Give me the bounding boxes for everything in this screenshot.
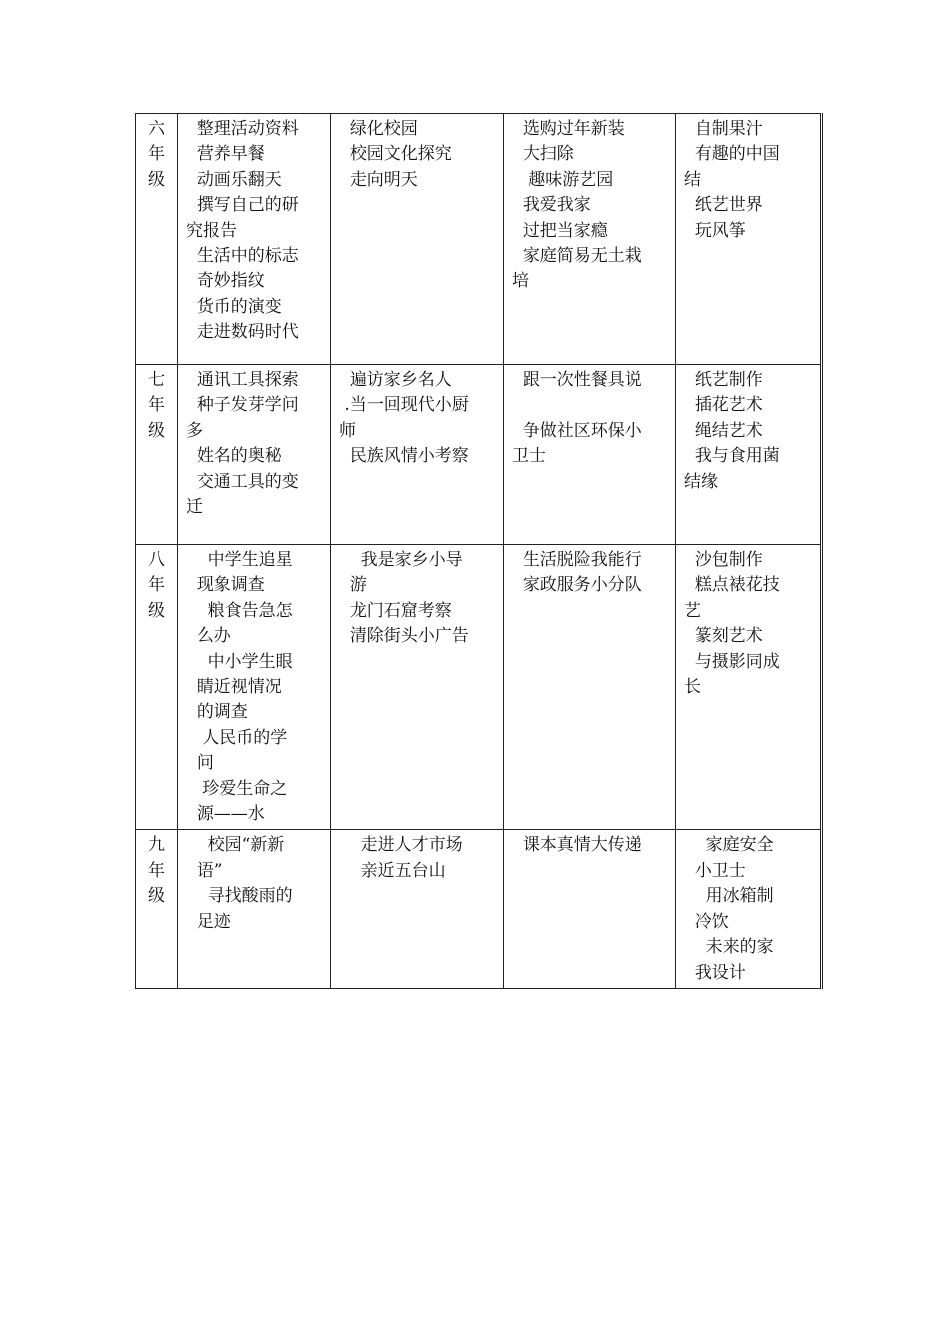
activity-cell	[504, 365, 676, 545]
cell-line: 货币的演变	[186, 296, 282, 317]
cell-line: 中小学生眼	[186, 651, 293, 672]
cell-line: 大扫除	[512, 144, 574, 165]
table-row	[136, 545, 822, 830]
cell-line: 家庭安全	[684, 835, 774, 856]
grade-char: 年	[148, 144, 165, 165]
table-body	[136, 114, 822, 989]
cell-line: 问	[186, 753, 214, 774]
cell-line: 动画乐翻天	[186, 169, 282, 190]
cell-line: 走进数码时代	[186, 322, 299, 343]
cell-line: 走向明天	[339, 169, 418, 190]
cell-line: 睛近视情况	[186, 677, 282, 698]
cell-line: 现象调查	[186, 575, 265, 596]
grade-char: 年	[148, 860, 165, 881]
cell-line: 校园“新新	[186, 835, 285, 856]
cell-line: 玩风筝	[684, 220, 746, 241]
grade-char: 年	[148, 575, 165, 596]
activity-cell	[504, 114, 676, 365]
cell-line: 趣味游艺园	[512, 169, 614, 190]
cell-line: 与摄影同成	[684, 651, 780, 672]
activity-cell	[331, 830, 504, 988]
cell-line: 篆刻艺术	[684, 626, 763, 647]
grade-cell	[136, 114, 178, 365]
cell-line: 未来的家	[684, 937, 774, 958]
cell-line: 课本真情大传递	[512, 835, 642, 856]
activity-cell	[676, 545, 822, 830]
grade-char: 级	[148, 169, 165, 190]
cell-line: 清除街头小广告	[339, 626, 469, 647]
grade-cell	[136, 365, 178, 545]
cell-line: 我是家乡小导	[339, 550, 463, 570]
cell-line: 交通工具的变	[186, 471, 299, 492]
cell-line: 糕点裱花技	[684, 575, 780, 596]
grade-char: 级	[148, 420, 165, 441]
cell-line: 粮食告急怎	[186, 600, 293, 621]
activity-cell	[178, 114, 331, 365]
activity-cell	[676, 830, 822, 988]
activity-cell	[178, 365, 331, 545]
activity-cell	[331, 365, 504, 545]
grade-char: 级	[148, 600, 165, 621]
activity-cell	[178, 545, 331, 830]
grade-cell	[136, 545, 178, 830]
cell-line: 卫士	[512, 446, 546, 467]
cell-line: 生活脱险我能行	[512, 550, 642, 570]
activity-cell	[178, 830, 331, 988]
activity-cell	[331, 545, 504, 830]
cell-line: 种子发芽学问	[186, 395, 299, 416]
cell-line: 珍爱生命之	[186, 778, 288, 799]
activity-cell	[676, 114, 822, 365]
cell-line	[512, 393, 669, 418]
activity-cell	[504, 545, 676, 830]
cell-line: 争做社区环保小	[512, 420, 642, 441]
grade-char: 六	[148, 119, 165, 139]
cell-line: 走进人才市场	[339, 835, 463, 856]
cell-line: 冷饮	[684, 911, 729, 932]
cell-line: 沙包制作	[684, 550, 763, 570]
cell-line: 人民币的学	[186, 727, 288, 748]
cell-line: 绿化校园	[339, 119, 418, 139]
cell-line: 生活中的标志	[186, 246, 299, 267]
cell-line: 营养早餐	[186, 144, 265, 165]
grade-char: 九	[148, 835, 165, 856]
activity-table	[135, 113, 823, 989]
cell-line: 跟一次性餐具说	[512, 370, 642, 390]
cell-line: 师	[339, 420, 356, 441]
cell-line: 家政服务小分队	[512, 575, 642, 596]
activity-cell	[331, 114, 504, 365]
grade-cell	[136, 830, 178, 988]
cell-line: 艺	[684, 600, 701, 621]
cell-line: 的调查	[186, 702, 248, 723]
cell-line: 究报告	[186, 220, 237, 241]
cell-line: 插花艺术	[684, 395, 763, 416]
cell-line: 小卫士	[684, 860, 746, 881]
cell-line: 遍访家乡名人	[339, 370, 452, 390]
cell-line: 结缘	[684, 471, 718, 492]
cell-line: 自制果汁	[684, 119, 763, 139]
cell-line: 结	[684, 169, 701, 190]
cell-line: 过把当家瘾	[512, 220, 608, 241]
table-row	[136, 365, 822, 545]
cell-line: 通讯工具探索	[186, 370, 299, 390]
cell-line: 选购过年新装	[512, 119, 625, 139]
cell-line: 用冰箱制	[684, 886, 774, 907]
cell-line: 我爱我家	[512, 195, 591, 216]
cell-line: 我设计	[684, 962, 746, 983]
cell-line: 么办	[186, 626, 231, 647]
cell-line: 源——水	[186, 804, 265, 825]
grade-char: 八	[148, 550, 165, 570]
cell-line: 撰写自己的研	[186, 195, 299, 216]
cell-line: 纸艺制作	[684, 370, 763, 390]
cell-line: 我与食用菌	[684, 446, 780, 467]
table-row	[136, 830, 822, 988]
cell-line: 游	[339, 575, 367, 596]
cell-line: 语”	[186, 860, 223, 881]
cell-line: 多	[186, 420, 203, 441]
table-row	[136, 114, 822, 365]
cell-line: .当一回现代小厨	[339, 395, 469, 416]
cell-line: 姓名的奥秘	[186, 446, 282, 467]
cell-line: 有趣的中国	[684, 144, 780, 165]
cell-line: 龙门石窟考察	[339, 600, 452, 621]
cell-line: 绳结艺术	[684, 420, 763, 441]
cell-line: 纸艺世界	[684, 195, 763, 216]
cell-line: 奇妙指纹	[186, 271, 265, 292]
activity-cell	[676, 365, 822, 545]
grade-char: 级	[148, 886, 165, 907]
cell-line: 寻找酸雨的	[186, 886, 293, 907]
cell-line: 整理活动资料	[186, 119, 299, 139]
cell-line: 中学生追星	[186, 550, 293, 570]
cell-line: 迁	[186, 497, 203, 518]
activity-cell	[504, 830, 676, 988]
cell-line: 家庭简易无土栽	[512, 246, 642, 267]
cell-line: 民族风情小考察	[339, 446, 469, 467]
cell-line: 足迹	[186, 911, 231, 932]
cell-line: 校园文化探究	[339, 144, 452, 165]
grade-char: 年	[148, 395, 165, 416]
cell-line: 亲近五台山	[339, 860, 446, 881]
cell-line: 培	[512, 271, 529, 292]
grade-char: 七	[148, 370, 165, 390]
cell-line: 长	[684, 677, 701, 698]
